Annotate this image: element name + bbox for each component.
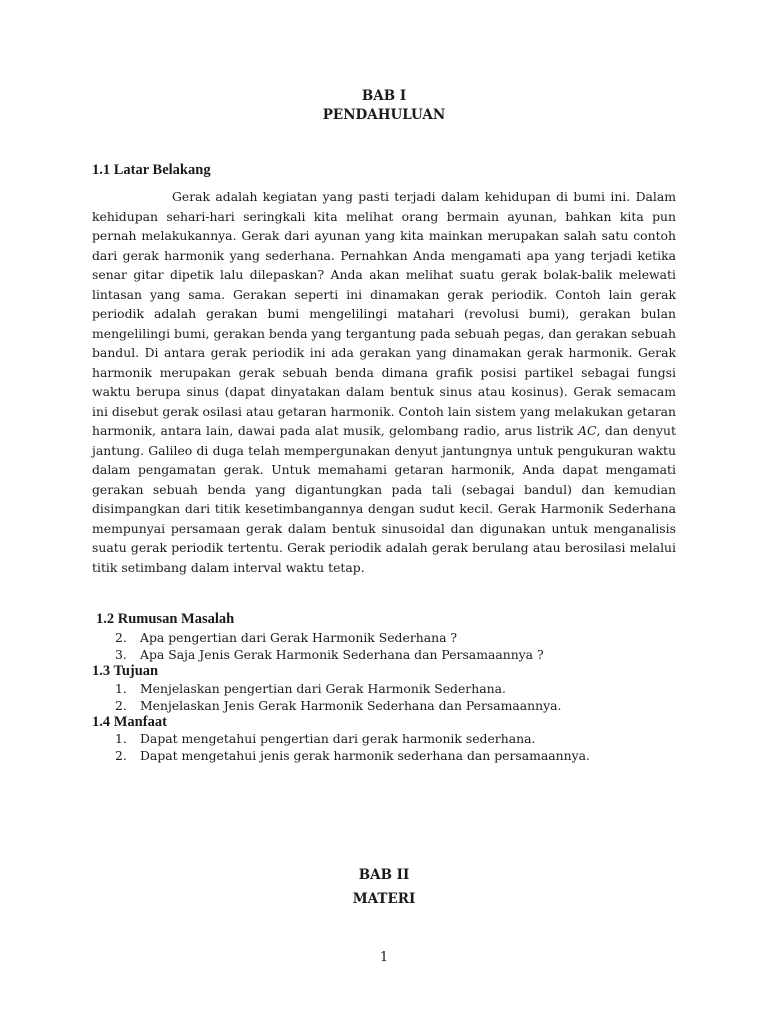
chapter-2-title: BAB II xyxy=(358,867,410,883)
list-text: Dapat mengetahui pengertian dari gerak harmonik sederhana. xyxy=(140,731,536,746)
list-item xyxy=(93,680,561,697)
list-text: Menjelaskan Jenis Gerak Harmonik Sederhana dan Persamaannya. xyxy=(140,698,562,713)
latar-text-after: , dan denyut jantung. Galileo di duga telah mempergunakan denyut jantungnya untuk pengukuran waktu dalam pengamatan gerak. Untuk memahami getaran harmonik, Anda dapat mengamati gerakan sebuah benda yang digantungkan pada tali (sebagai bandul) dan kemudian disimpangkan dari titik kesetimbangannya dengan sudut kecil. Gerak Harmonik Sederhana mempunyai persamaan gerak dalam bentuk sinusoidal dan digunakan untuk menganalisis suatu gerak periodik tertentu. Gerak periodik adalah gerak berulang atau berosilasi melalui titik setimbang dalam interval waktu tetap. xyxy=(92,423,676,575)
list-text: Dapat mengetahui jenis gerak harmonik sederhana dan persamaannya. xyxy=(140,748,590,763)
section-latar-belakang-heading: 1.1 Latar Belakang xyxy=(92,162,211,178)
list-text: Apa Saja Jenis Gerak Harmonik Sederhana dan Persamaannya ? xyxy=(140,647,544,662)
page-number: 1 xyxy=(379,950,389,965)
rumusan-masalah-list xyxy=(93,629,544,663)
list-item xyxy=(93,646,544,663)
list-item xyxy=(93,747,590,764)
tujuan-list xyxy=(93,680,561,714)
list-item xyxy=(93,629,544,646)
chapter-1-title: BAB I xyxy=(361,88,407,104)
list-number: 1. xyxy=(115,681,127,696)
list-text: Apa pengertian dari Gerak Harmonik Sederhana ? xyxy=(140,630,458,645)
latar-text-before: Gerak adalah kegiatan yang pasti terjadi dalam kehidupan di bumi ini. Dalam kehidupan sehari-hari seringkali kita melihat orang bermain ayunan, bahkan kita pun pernah melakukannya. Gerak dari ayunan yang kita mainkan merupakan salah satu contoh dari gerak harmonik yang sederhana. Pernahkan Anda mengamati apa yang terjadi ketika senar gitar dipetik lalu dilepaskan? Anda akan melihat suatu gerak bolak-balik melewati lintasan yang sama. Gerakan seperti ini dinamakan gerak periodik. Contoh lain gerak periodik adalah gerakan bumi mengelilingi matahari (revolusi bumi), gerakan bulan mengelilingi bumi, gerakan benda yang tergantung pada sebuah pegas, dan gerakan sebuah bandul. Di antara gerak periodik ini ada gerakan yang dinamakan gerak harmonik. Gerak harmonik merupakan gerak sebuah benda dimana grafik posisi partikel sebagai fungsi waktu berupa sinus (dapat dinyatakan dalam bentuk sinus atau kosinus). Gerak semacam ini disebut gerak osilasi atau getaran harmonik. Contoh lain sistem yang melakukan getaran harmonik, antara lain, dawai pada alat musik, gelombang radio, arus listrik xyxy=(92,189,676,438)
section-rumusan-masalah-heading: 1.2 Rumusan Masalah xyxy=(96,611,235,627)
latar-belakang-paragraph xyxy=(92,187,676,577)
list-number: 2. xyxy=(115,630,127,645)
list-item xyxy=(93,697,561,714)
list-text: Menjelaskan pengertian dari Gerak Harmonik Sederhana. xyxy=(140,681,506,696)
section-manfaat-heading: 1.4 Manfaat xyxy=(92,714,167,730)
list-number: 2. xyxy=(115,748,127,763)
latar-text-italic: AC xyxy=(578,423,597,438)
list-number: 3. xyxy=(115,647,127,662)
chapter-1-subtitle: PENDAHULUAN xyxy=(322,107,446,123)
section-tujuan-heading: 1.3 Tujuan xyxy=(92,663,159,679)
list-number: 2. xyxy=(115,698,127,713)
list-item xyxy=(93,730,590,747)
manfaat-list xyxy=(93,730,590,764)
chapter-2-subtitle: MATERI xyxy=(352,891,416,907)
list-number: 1. xyxy=(115,731,127,746)
